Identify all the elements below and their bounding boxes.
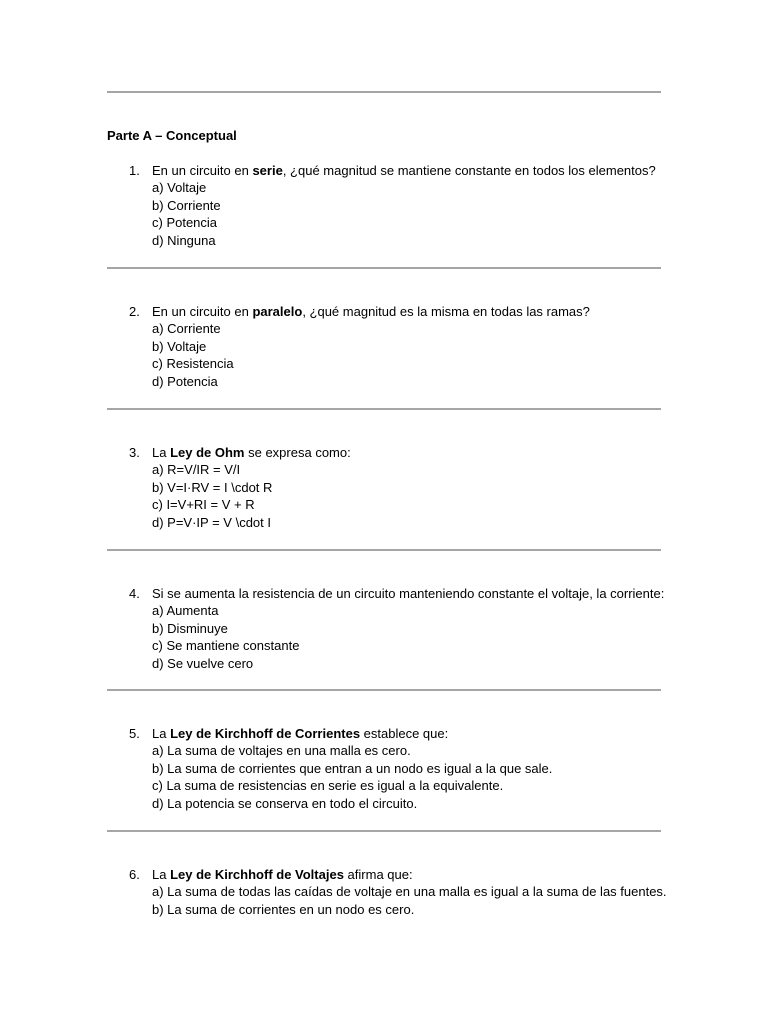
question-1: [129, 162, 689, 249]
question-6: [129, 866, 689, 918]
question-text: [129, 866, 689, 883]
divider: [107, 91, 661, 93]
option-a: a) La suma de voltajes en una malla es cero.: [152, 743, 411, 759]
options-list: [152, 179, 689, 249]
option-d: d) P=V·IP = V \cdot I: [152, 514, 271, 530]
question-keyword: Ley de Ohm: [170, 445, 245, 460]
question-number: 4.: [129, 586, 140, 601]
option-b: b) V=I·RV = I \cdot R: [152, 479, 273, 495]
option-d: d) Se vuelve cero: [152, 655, 254, 671]
question-number: 6.: [129, 867, 140, 882]
option-a: a) R=V/IR = V/I: [152, 462, 241, 478]
question-text-start: En un circuito en: [152, 304, 253, 319]
section-title: Parte A – Conceptual: [107, 128, 237, 143]
question-keyword: Ley de Kirchhoff de Voltajes: [170, 867, 344, 882]
question-text-start: La: [152, 726, 171, 741]
option-a: a) Aumenta: [152, 603, 219, 619]
question-text: [129, 585, 689, 602]
option-b: b) Corriente: [152, 197, 221, 213]
question-number: 5.: [129, 726, 140, 741]
option-d: d) Ninguna: [152, 232, 216, 248]
options-list: [152, 461, 689, 531]
divider: [107, 408, 661, 410]
option-b: b) Disminuye: [152, 620, 228, 636]
option-c: c) Resistencia: [152, 356, 234, 372]
question-number: 2.: [129, 304, 140, 319]
divider: [107, 267, 661, 269]
question-keyword: paralelo: [252, 304, 303, 319]
options-list: [152, 883, 689, 918]
question-text: [129, 725, 689, 742]
question-text-start: Si se aumenta la resistencia de un circuito manteniendo constante el voltaje, la corriente:: [152, 586, 665, 601]
question-keyword: Ley de Kirchhoff de Corrientes: [170, 726, 361, 741]
option-c: c) Se mantiene constante: [152, 638, 300, 654]
question-3: [129, 444, 689, 531]
question-number: 1.: [129, 163, 140, 178]
question-text: [129, 303, 689, 320]
option-b: b) La suma de corrientes que entran a un nodo es igual a la que sale.: [152, 760, 553, 776]
question-text-end: , ¿qué magnitud es la misma en todas las ramas?: [302, 304, 590, 319]
question-text-start: La: [152, 445, 171, 460]
option-d: d) Potencia: [152, 373, 218, 389]
option-a: a) La suma de todas las caídas de voltaje en una malla es igual a la suma de las fuentes.: [152, 884, 667, 900]
question-text-end: afirma que:: [343, 867, 413, 882]
option-c: c) La suma de resistencias en serie es igual a la equivalente.: [152, 778, 504, 794]
question-text-start: En un circuito en: [152, 163, 253, 178]
divider: [107, 830, 661, 832]
question-text-end: se expresa como:: [244, 445, 351, 460]
question-2: [129, 303, 689, 390]
divider: [107, 689, 661, 691]
option-c: c) I=V+RI = V + R: [152, 497, 255, 513]
options-list: [152, 602, 689, 672]
options-list: [152, 742, 689, 812]
options-list: [152, 320, 689, 390]
question-text-end: , ¿qué magnitud se mantiene constante en todos los elementos?: [282, 163, 656, 178]
question-number: 3.: [129, 445, 140, 460]
divider: [107, 549, 661, 551]
option-b: b) Voltaje: [152, 338, 207, 354]
question-text: [129, 162, 689, 179]
question-keyword: serie: [252, 163, 283, 178]
option-a: a) Voltaje: [152, 180, 207, 196]
question-text-start: La: [152, 867, 171, 882]
option-c: c) Potencia: [152, 215, 218, 231]
question-text-end: establece que:: [360, 726, 449, 741]
question-text: [129, 444, 689, 461]
option-b: b) La suma de corrientes en un nodo es cero.: [152, 901, 415, 917]
question-4: [129, 585, 689, 672]
option-a: a) Corriente: [152, 321, 221, 337]
option-d: d) La potencia se conserva en todo el circuito.: [152, 795, 418, 811]
question-5: [129, 725, 689, 812]
